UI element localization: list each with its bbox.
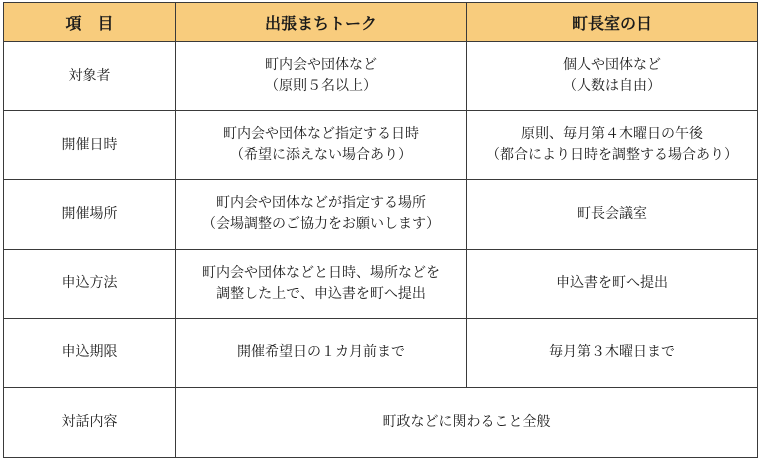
row-label: 開催日時 [4, 111, 176, 180]
header-demae-machi-talk: 出張まちトーク [176, 3, 467, 42]
row-label: 申込期限 [4, 318, 176, 387]
cell-line: 町政などに関わること全般 [382, 413, 551, 430]
cell-line: 町内会や団体などと日時、場所などを [202, 264, 440, 281]
row-label: 対話内容 [4, 387, 176, 457]
cell-line: 町内会や団体などが指定する場所 [216, 195, 426, 212]
cell-line: （会場調整のご協力をお願いします） [202, 216, 440, 233]
merged-cell [176, 387, 758, 457]
cell-line: （都合により日時を調整する場合あり） [486, 147, 738, 164]
cell-line: 町内会や団体など [265, 57, 377, 74]
cell-col1 [176, 42, 467, 111]
cell-col2 [467, 42, 758, 111]
cell-line: 町内会や団体など指定する日時 [223, 126, 419, 143]
table-row [4, 180, 758, 249]
cell-col2 [467, 318, 758, 387]
cell-line: （希望に添えない場合あり） [230, 147, 412, 164]
header-chochoshitsu-no-hi: 町長室の日 [467, 3, 758, 42]
cell-line: 開催希望日の１カ月前まで [237, 344, 405, 361]
cell-line: 原則、毎月第４木曜日の午後 [521, 126, 703, 143]
cell-line: 調整した上で、申込書を町へ提出 [216, 285, 426, 302]
cell-col1 [176, 111, 467, 180]
table-row [4, 387, 758, 457]
cell-line: （人数は自由） [563, 78, 661, 95]
header-row [4, 3, 758, 42]
cell-col1 [176, 249, 467, 318]
table-row [4, 318, 758, 387]
cell-line: 毎月第３木曜日まで [549, 344, 675, 361]
table-row [4, 42, 758, 111]
cell-col2 [467, 249, 758, 318]
cell-line: （原則５名以上） [265, 78, 377, 95]
row-label: 申込方法 [4, 249, 176, 318]
comparison-table [3, 2, 758, 458]
cell-col2 [467, 111, 758, 180]
table-row [4, 249, 758, 318]
row-label: 対象者 [4, 42, 176, 111]
cell-col1 [176, 318, 467, 387]
cell-line: 町長会議室 [577, 205, 647, 222]
header-item: 項 目 [4, 3, 176, 42]
cell-line: 個人や団体など [563, 57, 661, 74]
row-label: 開催場所 [4, 180, 176, 249]
cell-line: 申込書を町へ提出 [556, 275, 668, 292]
cell-col1 [176, 180, 467, 249]
table-row [4, 111, 758, 180]
cell-col2 [467, 180, 758, 249]
